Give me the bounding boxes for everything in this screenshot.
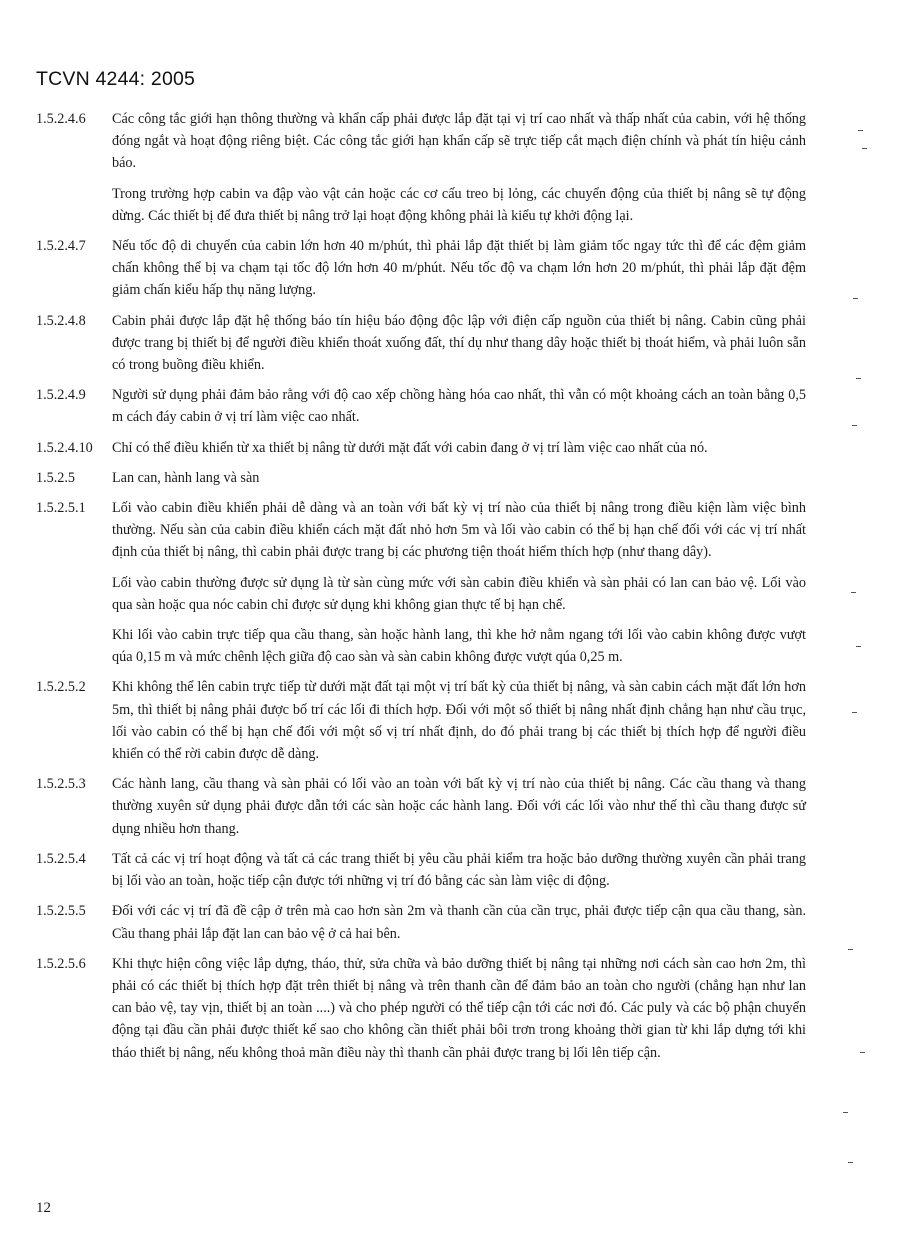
scan-speck <box>862 148 867 149</box>
section-heading-1-5-2-5 <box>36 467 806 489</box>
clause-text: Khi thực hiện công việc lắp dựng, tháo, thử, sửa chữa và bảo dưỡng thiết bị nâng tại những nơi cách sàn cao hơn 2m, thì phải có các thiết bị thích hợp đặt trên thiết bị nâng và trên thanh cần để đảm bảo an toàn cho người (chẳng hạn như lan can bảo vệ, tay vịn, thiết bị an toàn ....) và cho phép người có thể tiếp cận tới các nơi đó. Các puly và các bộ phận chuyển động tại đầu cần phải được thiết kế sao cho không cần thiết phải bôi trơn trong khoảng thời gian từ khi lắp dựng tới khi tháo thiết bị nâng, nếu không thoả mãn điều này thì thanh cần phải được trang bị lối lên tiếp cận. <box>112 955 806 1061</box>
clause-1-5-2-4-9 <box>36 384 806 428</box>
clause-number: 1.5.2.5.6 <box>36 955 86 972</box>
section-number: 1.5.2.5 <box>36 469 76 486</box>
clause-number: 1.5.2.5.1 <box>36 500 86 517</box>
clause-1-5-2-4-8 <box>36 310 806 377</box>
scan-speck <box>848 1162 853 1163</box>
clause-text: Khi không thể lên cabin trực tiếp từ dưới mặt đất tại một vị trí bất kỳ của thiết bị nâng, và sàn cabin cách mặt đất lớn hơn 5m, thì thiết bị nâng phải được bố trí các lối đi thích hợp. Đối với một số thiết bị nâng nhất định chẳng hạn như cầu trục, lối vào cabin có thể bị hạn chế đối với một số vị trí nhất định, do đó phải trang bị các thiết bị thích hợp để người điều khiển có thể rời cabin được dễ dàng. <box>112 679 806 763</box>
scan-speck <box>858 130 863 131</box>
clause-text: Các công tắc giới hạn thông thường và khẩn cấp phải được lắp đặt tại vị trí cao nhất và thấp nhất của cabin, với hệ thống đóng ngắt và hoạt động riêng biệt. Các công tắc giới hạn khẩn cấp sẽ trực tiếp cắt mạch điện chính và phát tín hiệu cảnh báo. <box>112 111 806 172</box>
scan-speck <box>852 425 857 426</box>
page-number: 12 <box>36 1200 51 1216</box>
clause-continuation-paragraph: Trong trường hợp cabin va đập vào vật cản hoặc các cơ cấu treo bị lỏng, các chuyển động của thiết bị nâng sẽ tự động dừng. Các thiết bị để đưa thiết bị nâng trở lại hoạt động không phải là kiểu tự khởi động lại. <box>112 185 806 224</box>
scan-speck <box>860 1052 865 1053</box>
scan-speck <box>853 298 858 299</box>
clause-text: Người sử dụng phải đảm bảo rằng với độ cao xếp chồng hàng hóa cao nhất, thì vẫn có một khoảng cách an toàn bằng 0,5 m cách đáy cabin ở vị trí làm việc cao nhất. <box>112 387 806 426</box>
clause-number: 1.5.2.4.9 <box>36 387 86 404</box>
clause-text: Cabin phải được lắp đặt hệ thống báo tín hiệu báo động độc lập với điện cấp nguồn của thiết bị nâng. Cabin cũng phải được trang bị thiết bị để người điều khiển thoát xuống đất, thí dụ như thang dây hoặc thiết bị thoát hiểm, và phải luôn sẵn có trong buồng điều khiển. <box>112 312 806 374</box>
document-code-header: TCVN 4244: 2005 <box>36 68 196 90</box>
clause-text: Đối với các vị trí đã đề cập ở trên mà cao hơn sàn 2m và thanh cần của cần trục, phải được tiếp cận qua cầu thang, sàn. Cầu thang phải lắp đặt lan can bảo vệ ở cả hai bên. <box>112 903 806 942</box>
clause-text: Lối vào cabin điều khiển phải dễ dàng và an toàn với bất kỳ vị trí nào của thiết bị nâng trong điều kiện làm việc bình thường. Nếu sàn của cabin điều khiển cách mặt đất nhỏ hơn 5m và lối vào cabin có thể bị hạn chế đối với các vị trí nhất định của thiết bị nâng, thì cabin phải được trang bị các phương tiện thoát hiểm thích hợp (như thang dây). <box>112 500 806 561</box>
scan-speck <box>851 592 856 593</box>
clause-1-5-2-5-2 <box>36 676 806 765</box>
scan-speck <box>848 949 853 950</box>
clause-text: Nếu tốc độ di chuyển của cabin lớn hơn 40 m/phút, thì phải lắp đặt thiết bị làm giảm tốc ngay tức thì để các đệm giảm chấn không thể bị va chạm tại tốc độ lớn hơn 40 m/phút. Nếu tốc độ va chạm lớn hơn 20 m/phút, thì phải lắp đặt đệm giảm chấn kiểu hấp thụ năng lượng. <box>112 238 806 299</box>
clause-text: Chỉ có thể điều khiển từ xa thiết bị nâng từ dưới mặt đất với cabin đang ở vị trí làm việc cao nhất của nó. <box>112 439 708 456</box>
clause-continuation-paragraph: Khi lối vào cabin trực tiếp qua cầu thang, sàn hoặc hành lang, thì khe hở nằm ngang tới lối vào cabin không được vượt qúa 0,15 m và mức chênh lệch giữa độ cao sàn và sàn cabin không được vượt qúa 0,25 m. <box>112 627 806 666</box>
clause-1-5-2-4-7 <box>36 235 806 302</box>
clause-number: 1.5.2.4.7 <box>36 238 86 255</box>
clause-number: 1.5.2.5.5 <box>36 903 86 920</box>
clause-number: 1.5.2.4.6 <box>36 111 86 127</box>
scan-speck <box>856 646 861 647</box>
clause-1-5-2-5-5 <box>36 900 806 944</box>
clause-number: 1.5.2.4.10 <box>36 439 93 456</box>
clause-number: 1.5.2.5.4 <box>36 850 86 867</box>
clause-1-5-2-5-3 <box>36 773 806 840</box>
clause-text: Các hành lang, cầu thang và sàn phải có lối vào an toàn với bất kỳ vị trí nào của thiết bị nâng. Các cầu thang và thang thường xuyên sử dụng phải được dẫn tới các sàn hoặc các hành lang. Đối với các lối vào như thế thì cầu thang được sử dụng nhiều hơn thang. <box>112 776 806 837</box>
clause-number: 1.5.2.5.2 <box>36 679 86 696</box>
scan-speck <box>843 1112 848 1113</box>
clause-1-5-2-5-6 <box>36 953 806 1064</box>
clause-number: 1.5.2.5.3 <box>36 776 86 793</box>
scan-speck <box>852 712 857 713</box>
clause-1-5-2-5-1 <box>36 497 806 564</box>
document-body <box>36 108 806 1072</box>
section-title: Lan can, hành lang và sàn <box>112 469 260 486</box>
clause-number: 1.5.2.4.8 <box>36 312 86 329</box>
clause-1-5-2-5-4 <box>36 848 806 892</box>
clause-continuation-paragraph: Lối vào cabin thường được sử dụng là từ sàn cùng mức với sàn cabin điều khiển và sàn phải có lan can bảo vệ. Lối vào qua sàn hoặc qua nóc cabin chỉ được sử dụng khi không gian thực tế bị hạn chế. <box>112 574 806 613</box>
scan-speck <box>856 378 861 379</box>
clause-text: Tất cả các vị trí hoạt động và tất cả các trang thiết bị yêu cầu phải kiểm tra hoặc bảo dưỡng thường xuyên cần phải trang bị lối vào an toàn, hoặc tiếp cận được tới những vị trí đó bằng các sàn làm việc di động. <box>112 850 806 890</box>
clause-1-5-2-4-6 <box>36 108 806 175</box>
clause-1-5-2-4-10 <box>36 437 806 459</box>
